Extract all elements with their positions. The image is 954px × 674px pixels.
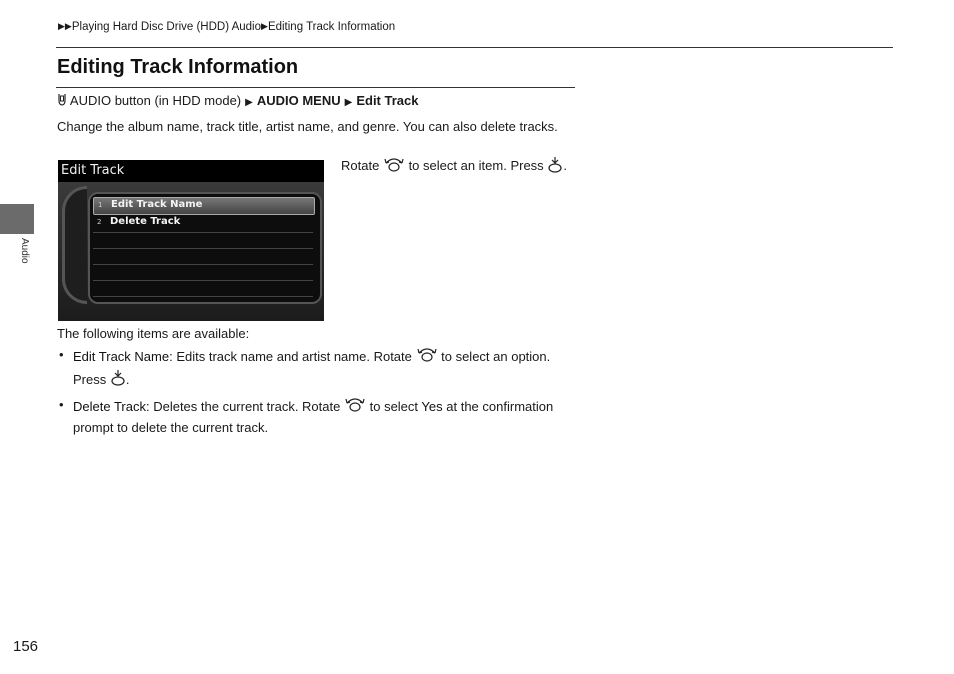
menu-divider [93,264,313,265]
screen-menu-item-delete-track[interactable] [93,215,313,231]
page-title: Editing Track Information [57,56,299,78]
menu-divider [93,280,313,281]
option-term: Delete Track [73,398,146,414]
interface-dial-rotate-icon [383,156,405,177]
nav-path [57,93,418,110]
section-label: Audio [19,238,30,264]
option-text: : Deletes the current track. Rotate [145,398,341,414]
section-tab [0,204,34,234]
breadcrumb-item[interactable]: Editing Track Information [267,21,396,33]
list-item [57,346,577,392]
screen-header [58,160,324,182]
nav-step: AUDIO button (in HDD mode) [69,93,242,108]
menu-item-number: 1 [98,201,103,209]
option-text: : Edits track name and artist name. Rotate [169,348,412,364]
options-list [57,346,577,441]
nav-arrow-icon: ▶ [344,97,353,108]
nav-step: AUDIO MENU [256,93,341,108]
screen-menu-item-edit-track-name[interactable] [93,197,315,215]
home-button-icon [57,93,67,110]
breadcrumb-item[interactable]: Playing Hard Disc Drive (HDD) Audio [71,21,262,33]
caption-text: . [563,157,567,173]
caption-text: Rotate [341,157,380,173]
rotate-caption [341,156,567,177]
interface-dial-rotate-icon [416,346,438,369]
interface-dial-press-icon [547,156,563,177]
menu-item-label: Delete Track [110,216,181,227]
intro-text: Change the album name, track title, artist name, and genre. You can also delete tracks. [57,119,558,134]
interface-dial-press-icon [110,369,126,392]
caption-text: to select an item. Press [408,157,544,173]
menu-item-label: Edit Track Name [111,199,203,210]
nav-step: Edit Track [356,93,419,108]
menu-divider [93,248,313,249]
breadcrumb [58,21,395,33]
menu-item-number: 2 [97,218,102,226]
header-divider [56,47,893,48]
option-term: Edit Track Name [73,348,170,364]
device-screenshot [58,160,324,321]
interface-dial-rotate-icon [344,396,366,419]
nav-arrow-icon: ▶ [245,97,253,108]
breadcrumb-arrow-icon: ▶ [261,21,268,31]
title-divider [56,87,575,88]
screen-title: Edit Track [61,163,125,178]
menu-divider [93,296,313,297]
option-text: . [125,371,130,387]
option-text: to select [369,398,419,414]
option-text: at the confirmation prompt to delete the current track. [73,398,554,435]
breadcrumb-arrow-icon: ▶▶ [58,21,72,31]
page-number: 156 [13,638,39,655]
option-term: Yes [421,398,443,414]
option-text: to select an option. Press [73,348,551,387]
available-intro: The following items are available: [57,326,250,341]
screen-bezel [62,186,87,304]
list-item [57,396,577,437]
menu-divider [93,232,313,233]
